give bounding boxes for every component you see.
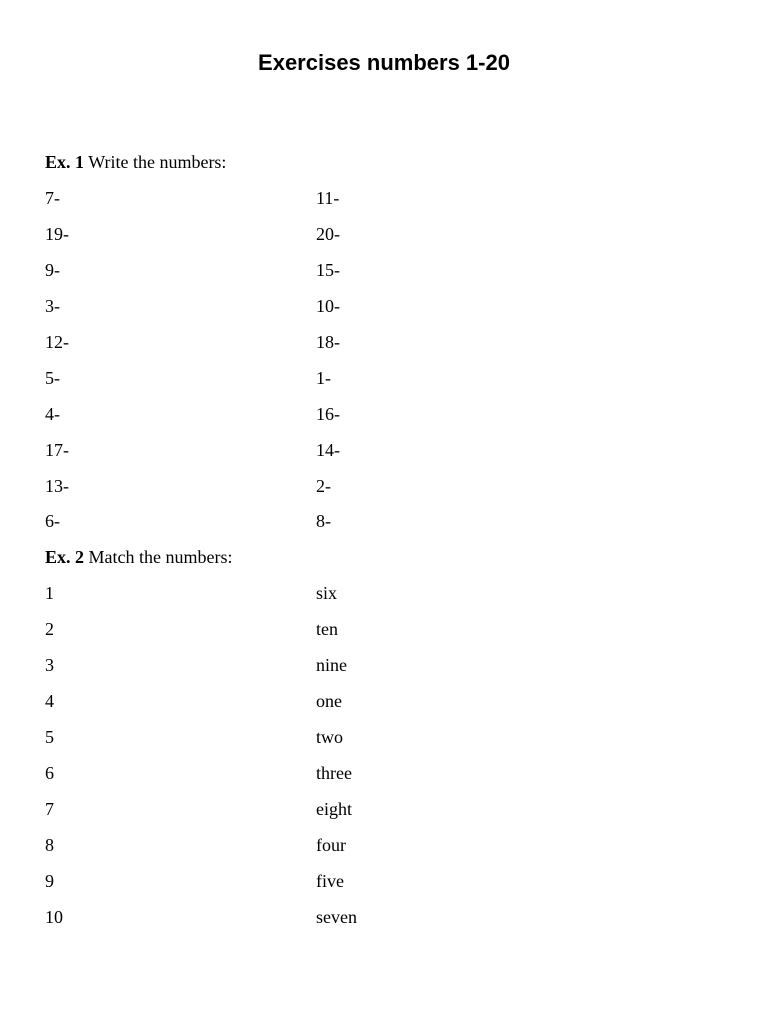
ex2-row	[45, 869, 725, 893]
ex1-row	[45, 258, 725, 282]
ex1-row	[45, 294, 725, 318]
ex2-number: 4	[45, 691, 54, 711]
ex1-left-item: 12-	[45, 332, 69, 352]
ex1-label: Ex. 1	[45, 152, 85, 172]
ex2-number: 1	[45, 583, 54, 603]
ex2-word: four	[316, 835, 346, 855]
ex1-left-item: 13-	[45, 476, 69, 496]
ex2-row	[45, 761, 725, 785]
ex2-number: 9	[45, 871, 54, 891]
ex1-right-item: 2-	[316, 476, 331, 496]
ex2-label: Ex. 2	[45, 547, 85, 567]
ex2-row	[45, 833, 725, 857]
ex1-row	[45, 222, 725, 246]
ex1-right-item: 20-	[316, 224, 340, 244]
ex1-row	[45, 186, 725, 210]
page-title: Exercises numbers 1-20	[258, 50, 510, 75]
ex1-row	[45, 438, 725, 462]
ex2-row	[45, 689, 725, 713]
ex2-word: eight	[316, 799, 352, 819]
ex1-right-item: 14-	[316, 440, 340, 460]
ex1-left-item: 3-	[45, 296, 60, 316]
ex1-right-item: 8-	[316, 511, 331, 531]
ex1-left-item: 9-	[45, 260, 60, 280]
ex2-instruction: Match the numbers:	[88, 547, 233, 567]
ex2-heading	[45, 545, 232, 569]
ex1-instruction: Write the numbers:	[88, 152, 227, 172]
ex2-row	[45, 581, 725, 605]
ex1-right-item: 15-	[316, 260, 340, 280]
ex2-number: 10	[45, 907, 63, 927]
ex2-number: 7	[45, 799, 54, 819]
ex2-number: 8	[45, 835, 54, 855]
ex2-row	[45, 725, 725, 749]
ex1-left-item: 4-	[45, 404, 60, 424]
ex2-row	[45, 653, 725, 677]
ex2-word: one	[316, 691, 342, 711]
ex1-right-item: 18-	[316, 332, 340, 352]
ex1-left-item: 7-	[45, 188, 60, 208]
ex1-row	[45, 366, 725, 390]
ex1-right-item: 10-	[316, 296, 340, 316]
ex2-word: nine	[316, 655, 347, 675]
ex2-word: ten	[316, 619, 338, 639]
ex1-right-item: 1-	[316, 368, 331, 388]
ex1-row	[45, 330, 725, 354]
ex1-left-item: 17-	[45, 440, 69, 460]
ex1-left-item: 5-	[45, 368, 60, 388]
ex2-word: six	[316, 583, 338, 603]
ex2-word: three	[316, 763, 352, 783]
ex2-word: seven	[316, 907, 357, 927]
ex2-row	[45, 905, 725, 929]
ex2-number: 3	[45, 655, 54, 675]
ex1-left-item: 19-	[45, 224, 69, 244]
ex1-right-item: 16-	[316, 404, 340, 424]
ex2-word: five	[316, 871, 344, 891]
ex1-row	[45, 402, 725, 426]
ex2-row	[45, 617, 725, 641]
ex1-row	[45, 474, 725, 498]
ex1-heading	[45, 150, 226, 174]
ex2-row	[45, 797, 725, 821]
ex1-left-item: 6-	[45, 511, 60, 531]
ex2-number: 5	[45, 727, 54, 747]
ex1-row	[45, 509, 725, 533]
ex2-number: 2	[45, 619, 54, 639]
ex1-right-item: 11-	[316, 188, 340, 208]
ex2-word: two	[316, 727, 343, 747]
ex2-number: 6	[45, 763, 54, 783]
